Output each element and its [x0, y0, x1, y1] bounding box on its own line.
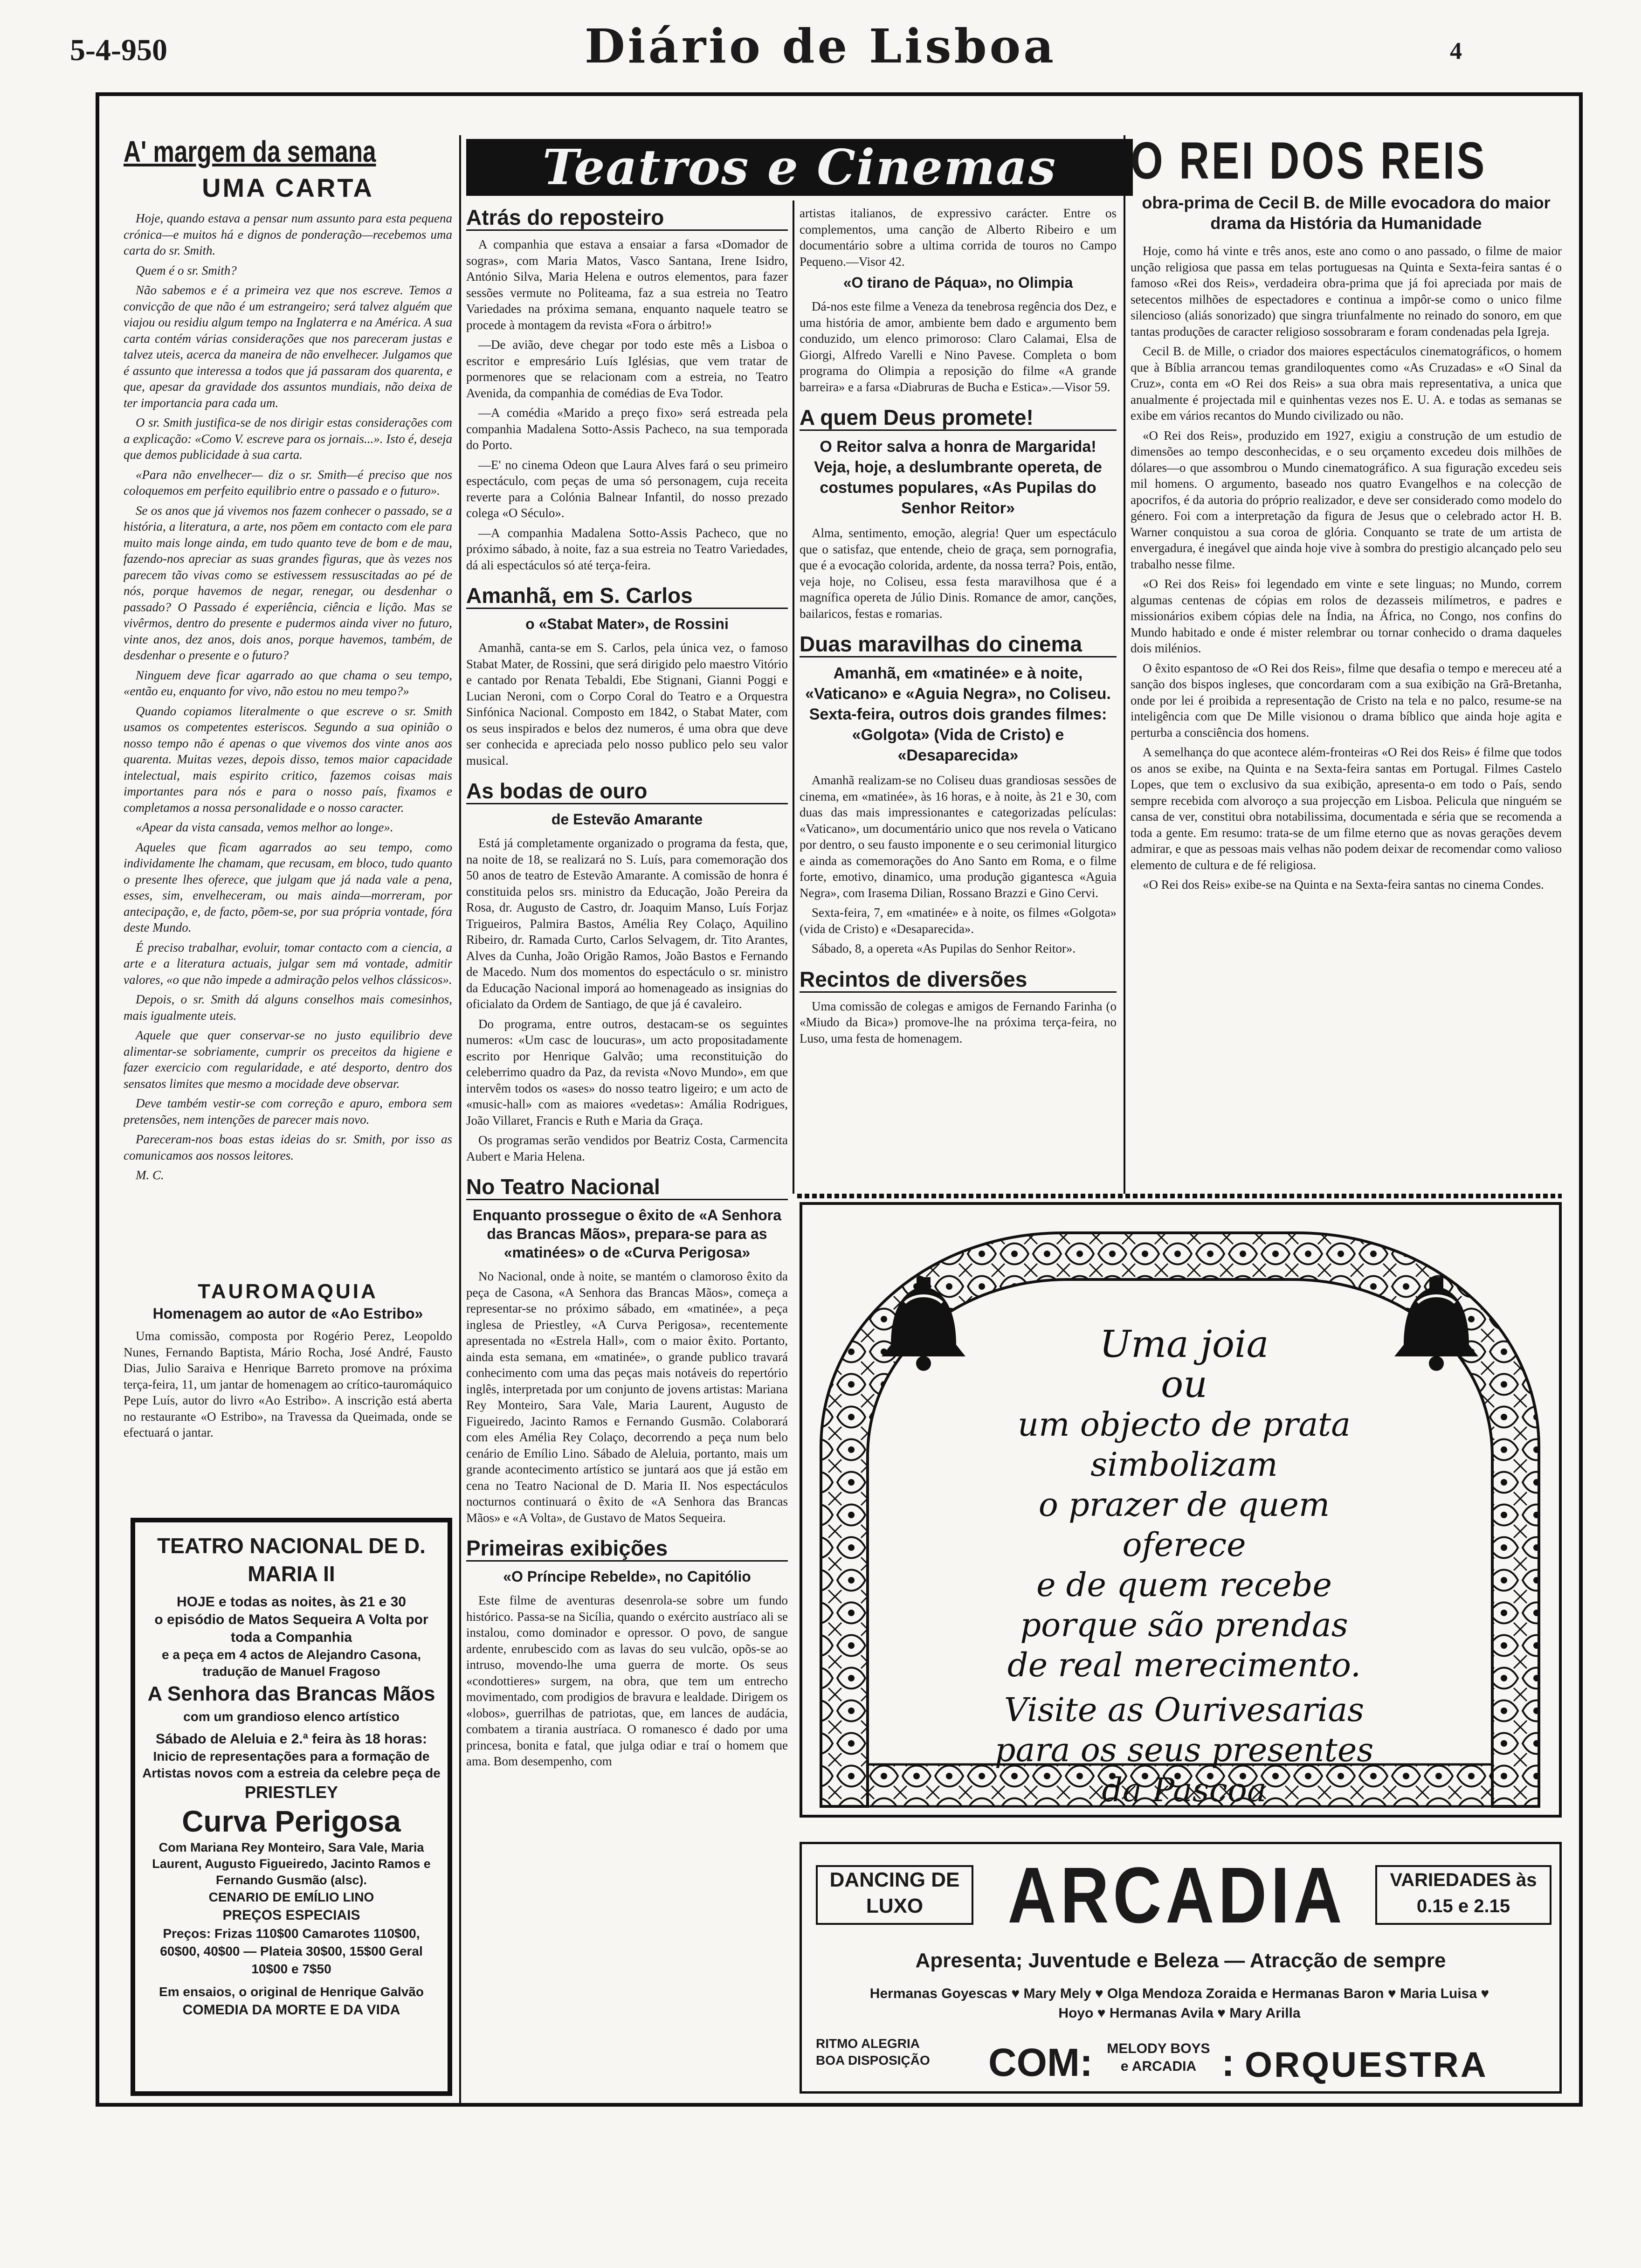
ad-line: para os seus presentes [994, 1731, 1374, 1769]
paragraph: Hoje, como há vinte e três anos, este ano como o ano passado, o filme de maior unção religiosa que passa em telas portuguesas na Quinta e Sexta-feira santas é o famoso «Rei dos Reis», verdadeira obra-prima que já foi apreciada por mais de setecentos milhões de espectadores e continua a impôr-se como o unico filme silencioso (aliás sonorizado) que singra triunfalmente no reinado do sonoro, em que tantas produções de caracter religioso sossobraram e foram condenadas pela Igreja. [1131, 244, 1562, 339]
arcadia-orchestra: ORQUESTRA [1245, 2045, 1488, 2085]
column-2 [466, 205, 788, 2098]
paragraph: Está já completamente organizado o programa da festa, que, na noite de 18, se realizará no S. Luís, para comemoração dos 50 anos de teatro de Estevão Amarante. A comissão de honra é constituida pelos srs. ministro da Educação, João Pereira da Rosa, dr. Augusto de Castro, dr. Joaquim Manso, Luís Forjaz Trigueiros, Palmira Bastos, Amélia Rey Colaço, Aquilino Ribeiro, dr. Ramada Curto, Carlos Selvagem, dr. Tito Arantes, Alves da Cunha, João Origão Ramos, João Bastos e Fernando de Macedo. Num dos momentos do espectáculo o sr. ministro da Educação Nacional imporá ao homenageado as insignias do oficialato da Ordem de Santiago, de que já é cavaleiro. [466, 836, 788, 1011]
arcadia-logo: ARCADIA [1007, 1851, 1346, 1940]
paragraph: «O Rei dos Reis» exibe-se na Quinta e na Sexta-feira santas no cinema Condes. [1143, 878, 1544, 892]
column-1 [124, 135, 452, 1273]
ad-line: HOJE e todas as noites, às 21 e 30 [177, 1594, 406, 1610]
column-rule [459, 135, 461, 2103]
ad-line: Sábado de Aleluia e 2.ª feira às 18 horas: [156, 1731, 427, 1747]
ad-line: Em ensaios, o original de Henrique Galvão [159, 1984, 424, 1999]
ad-line: e de quem recebe [1036, 1566, 1332, 1604]
article-subtitle: Enquanto prossegue o êxito de «A Senhora das Brancas Mãos», prepara-se para as «matinées» o de «Curva Perigosa» [472, 1207, 782, 1261]
theatre-advertisement [131, 1518, 452, 2096]
section-title: A' margem da semana [124, 135, 376, 168]
arcadia-rhythm: RITMO ALEGRIA BOA DISPOSIÇÃO [816, 2036, 930, 2067]
paragraph: Ninguem deve ficar agarrado ao que chama o seu tempo, «então eu, enquanto for vivo, não estou no meu tempo?» [124, 668, 452, 698]
dancing-box: DANCING DE LUXO [816, 1865, 973, 1925]
paragraph: —A comédia «Marido a preço fixo» será estreada pela companhia Madalena Sotto-Assis Pacheco, na sua temporada do Porto. [466, 406, 788, 452]
ad-play-title: A Senhora das Brancas Mãos [147, 1682, 435, 1705]
ad-line: um objecto de prata [1018, 1405, 1351, 1444]
paragraph: «Apear da vista cansada, vemos melhor ao longe». [136, 820, 393, 834]
article-title: Amanhã, em S. Carlos [466, 583, 788, 609]
ad-line: CENARIO DE EMÍLIO LINO [208, 1890, 374, 1904]
ad-line: de real merecimento. [1007, 1646, 1361, 1684]
article-subtitle: de Estevão Amarante [551, 811, 703, 828]
column-rule [1124, 135, 1125, 1194]
ad-line: PREÇOS ESPECIAIS [222, 1908, 360, 1923]
paragraph: Se os anos que já vivemos nos fazem conhecer o passado, se a história, a literatura, a arte, nos põem em contacto com ele para muito mais longe ainda, em tudo quanto teve de bom e de mau, fazendo-nos apreciar as suas grandes figuras, que às vezes nos parecem tão vivas como se estivessem ressuscitadas ao pé de nós, porque havemos de negar, renegar, ou desdenhar o passado? O Passado é experiência, ciência e lição. Mas se vivêrmos, dentro do presente e pudermos ainda viver no futuro, vinte anos, dez anos, dois anos, porque havemos, também, de desdenhar o presente e o futuro? [124, 503, 452, 662]
paragraph: O êxito espantoso de «O Rei dos Reis», filme que desafia o tempo e mereceu até a sanção dos bispos ingleses, que concordaram com a sua exibição na Grã-Bretanha, onde por lei é proibida a representação de Cristo na tela e no palco, resume-se na inteligência com que De Mille visionou o drama bíblico que ainda hoje agita e perturba a consciência dos homens. [1131, 661, 1562, 740]
article-title: Primeiras exibições [466, 1536, 788, 1562]
ad-line: Com Mariana Rey Monteiro, Sara Vale, Maria Laurent, Augusto Figueiredo, Jacinto Ramos e Fernando Gusmão (alsc). [152, 1840, 431, 1887]
paragraph: —E' no cinema Odeon que Laura Alves fará o seu primeiro espectáculo, com peças de uma só personagem, cuja receita reverte para a Colónia Balnear Infantil, do nosso prezado colega «O Século». [466, 457, 788, 520]
article-subtitle: «O tirano de Páqua», no Olimpia [843, 274, 1073, 291]
paragraph: A semelhança do que acontece além-fronteiras «O Rei dos Reis» é filme que todos os anos se exibe, na Quinta e na Sexta-feira santas em Portugal. Filmes Castelo Lopes, que tem o exclusivo da sua exibição, apresenta-o em todo o País, sendo sempre recebida com alvoroço a sua projecção em Lisboa. Pelicula que ninguém se cansa de ver, constitui obra notabilissima, documentada e séria que se recomenda a toda a gente. Em resumo: trata-se de um filme eterno que as novas gerações devem admirar, e que as pessoas mais velhas não podem deixar de recomendar como valioso elemento de cultura e de fé religiosa. [1131, 745, 1562, 872]
article-subtitle: o «Stabat Mater», de Rossini [525, 615, 729, 632]
paragraph: Dá-nos este filme a Veneza da tenebrosa regência dos Dez, e uma história de amor, ambiente bem dado e argumento bem conduzido, um elenco primoroso: Claro Calamai, Elsa de Giorgi, Alfredo Varelli e Nino Pavese. Completa o bom programa do Olimpia a reposição do filme «A grande barreira» e a farsa «Diabruras de Bucha e Estica».—Visor 59. [800, 299, 1117, 394]
column-4 [1131, 133, 1562, 1191]
paragraph: O sr. Smith justifica-se de nos dirigir estas considerações com a explicação: «Como V. escreve para os jornais...». Isto é, deseja que demos publicidade à sua carta. [124, 415, 452, 462]
ad-line: COMEDIA DA MORTE E DA VIDA [182, 2002, 400, 2018]
article-title: UMA CARTA [202, 173, 374, 202]
arcadia-com: COM: [988, 2040, 1093, 2084]
paragraph: Do programa, entre outros, destacam-se os seguintes numeros: «Um casc de loucuras», um acto propositadamente escrito por Henrique Galvão; uma reconstituição do celeberrimo quadro da Paz, da revista «Novo Mundo», em que intervêm todos os «ases» do nosso teatro ligeiro; e um acto de «music-hall» com as maiores «vedetas»: Amália Rodrigues, João Villaret, Francis e Ruth e Maria da Graça. [466, 1016, 788, 1127]
ad-line: Inicio de representações para a formação de Artistas novos com a estreia da celebre peça de [142, 1749, 441, 1780]
arcadia-tagline: Apresenta; Juventude e Beleza — Atracção de sempre [915, 1949, 1446, 1972]
paragraph: É preciso trabalhar, evoluir, tomar contacto com a ciencia, a arte e a literatura actuais, julgar sem má vontade, admitir valores, «o que não impede a admiração pelos velhos clássicos». [124, 940, 452, 987]
ad-line: e a peça em 4 actos de Alejandro Casona, tradução de Manuel Fragoso [161, 1647, 421, 1679]
paragraph: Sexta-feira, 7, em «matinée» e à noite, os filmes «Golgota» (vida de Cristo) e «Desaparecida». [800, 906, 1117, 936]
arcadia-artists: Hermanas Goyescas ♥ Mary Mely ♥ Olga Mendoza Zoraida e Hermanas Baron ♥ Maria Luisa ♥ Hoyo ♥ Hermanas Avila ♥ Mary Arilla [869, 1986, 1489, 2021]
ad-prices: Preços: Frizas 110$00 Camarotes 110$00, 60$00, 40$00 — Plateia 30$00, 15$00 Geral 10$00 e 7$50 [160, 1926, 423, 1976]
article-subtitle: Amanhã, em «matinée» e à noite, «Vaticano» e «Aguia Negra», no Coliseu. Sexta-feira, outros dois grandes filmes: «Golgota» (Vida de Cristo) e «Desaparecida» [805, 664, 1111, 764]
article-title: As bodas de ouro [466, 779, 788, 804]
signature: M. C. [136, 1168, 164, 1182]
ad-line: Visite as Ourivesarias [1004, 1691, 1365, 1729]
page-number: 4 [1450, 38, 1462, 64]
article-title: Recintos de diversões [800, 967, 1117, 993]
arcadia-bands: MELODY BOYS e ARCADIA [1107, 2041, 1210, 2074]
tauromaquia-article [124, 1280, 452, 1522]
article-title: O REI DOS REIS [1131, 133, 1487, 190]
ad-line: simbolizam [1090, 1445, 1278, 1484]
arcadia-colon: : [1221, 2040, 1234, 2084]
paragraph: Uma comissão de colegas e amigos de Fernando Farinha (o «Miudo da Bica») promove-lhe na próxima terça-feira, no Luso, uma festa de homenagem. [800, 999, 1117, 1045]
article-subtitle: obra-prima de Cecil B. de Mille evocadora do maior drama da História da Humanidade [1142, 193, 1551, 233]
paragraph: Aquele que quer conservar-se no justo equilibrio deve alimentar-se sobriamente, cumprir os preceitos da higiene e fazer exercicio com regularidade, e até desporto, dentro dos sensatos limites que mesmo a mocidade deve observar. [124, 1028, 452, 1091]
paragraph: Deve também vestir-se com correção e apuro, embora sem pretensões, nem intenções de parecer mais novo. [124, 1096, 452, 1127]
newspaper-title: Diário de Lisboa [584, 19, 1057, 74]
ad-line: Uma joia [1099, 1322, 1269, 1366]
article-subtitle: O Reitor salva a honra de Margarida! Veja, hoje, a deslumbrante opereta, de costumes populares, «As Pupilas do Senhor Reitor» [814, 438, 1102, 517]
paragraph: «O Rei dos Reis» foi legendado em vinte e sete linguas; no Mundo, correm algumas centenas de cópias em rolos de dezasseis milímetros, e padres e missionários exibem cópias dele na Índia, na África, no Congo, nos confins do Mundo habitado e onde é mister relembrar ou tornar conhecido o drama daqueles dois milénios. [1131, 577, 1562, 655]
jewelry-ad-text [993, 1324, 1375, 1810]
paragraph: Amanhã realizam-se no Coliseu duas grandiosas sessões de cinema, em «matinée», às 16 horas, e à noite, às 21 e 30, com duas das mais impressionantes e categorizadas películas: «Vaticano», um documentário unico que nos revela o Vaticano por dentro, o seu fausto imponente e o seu cerimonial liturgico e ainda as comemorações do Ano Santo em Roma, e o filme forte, emotivo, dinamico, uma produção gigantesca «Aguia Negra», com Irasema Dilian, Rossano Brazzi e Gino Cervi. [800, 773, 1117, 900]
issue-date: 5-4-950 [70, 33, 167, 67]
ad-line: porque são prendas [1020, 1606, 1348, 1644]
article-title: No Teatro Nacional [466, 1175, 788, 1200]
paragraph: Aqueles que ficam agarrados ao seu tempo, como individamente lhe chamam, que recusam, em bloco, tudo quanto o presente lhes oferece, que julgam que já nada vale a pena, esses, sim, envelheceram, ou mais ainda—morreram, por antecipação, e, de facto, põem-se, por sua própria vontade, fóra deste Mundo. [124, 840, 452, 934]
paragraph: Hoje, quando estava a pensar num assunto para esta pequena crónica—e muitos há e dignos de ponderação—recebemos uma carta do sr. Smith. [124, 211, 452, 257]
article-title: Duas maravilhas do cinema [800, 632, 1117, 657]
paragraph: Os programas serão vendidos por Beatriz Costa, Carmencita Aubert e Maria Helena. [466, 1133, 788, 1163]
column-rule [793, 201, 794, 1194]
paragraph: «O Rei dos Reis», produzido em 1927, exigiu a construção de um estudio de dimensões ao tempo desconhecidas, e o seu orçamento excedeu dois milhões de dólares—o que assombrou o Mundo cinematográfico. A sua figuração excedeu seis mil homens. O argumento, baseado nos quatro Evangelhos e na colecção de apocrifos, é da autoria do próprio realizador, e deve ser considerado como modelo do género. Foi com a interpretação da figura de Jesus que o celebrado actor H. B. Warner conquistou a sua coroa de glória. Conquanto se trate de um artista de envergadura, é inegável que ainda hoje vive à sombra do prestigio alcançado pelo seu trabalho nesse filme. [1131, 428, 1562, 571]
paragraph: Não sabemos e é a primeira vez que nos escreve. Temos a convicção de que não é um estrangeiro; será talvez alguém que viajou ou residiu algum tempo na Inglaterra e na América. A sua carta contém várias considerações que nos pareceram justas e talvez uteis, acerca da maneira de não envelhecer. Julgamos que é assunto que interessa a todos que já passaram dos quarenta, e que, apesar da gravidade dos assuntos mundiais, não deixa de ter importancia para cada um. [124, 283, 452, 410]
ad-line: o episódio de Matos Sequeira A Volta por toda a Companhia [154, 1612, 428, 1645]
variedades-box: VARIEDADES às 0.15 e 2.15 [1375, 1865, 1551, 1925]
ad-line: o prazer de quem oferece [1038, 1486, 1330, 1564]
article-title: Atrás do reposteiro [466, 205, 788, 231]
ad-play-title: Curva Perigosa [182, 1805, 401, 1838]
paragraph: Quem é o sr. Smith? [136, 263, 237, 277]
column-3 [800, 205, 1117, 1184]
paragraph: No Nacional, onde à noite, se mantém o clamoroso êxito da peça de Casona, «A Senhora das Brancas Mãos», começa a representar-se no próximo sábado, em «matinée», a peça inglesa de Priestley, «A Curva Perigosa», recentemente apresentada no «Estrela Hall», com o maior êxito. Portanto, ainda esta semana, em «matinée», o grande publico travará conhecimento com uma das peças mais notáveis do repertório inglês, interpretada por um conjunto de jovens artistas: Mariana Rey Monteiro, Sara Vale, Maria Laurent, Augusto de Figueiredo, Jacinto Ramos e Fernando Gusmão. Colaborará com eles Amélia Rey Colaço, decorrendo a peça num belo cenário de Emílio Lino. Sábado de Aleluia, portanto, mais um grande acontecimento artístico se juntará aos que já estão em cena no Teatro Nacional de D. Maria II. Nos espectáculos nocturnos continuará o êxito de «A Senhora das Brancas Mãos» e «A Volta», de Gustavo de Matos Sequeira. [466, 1269, 788, 1525]
ad-line: com um grandioso elenco artístico [183, 1709, 400, 1724]
paragraph: —De avião, deve chegar por todo este mês a Lisboa o escritor e empresário Luís Iglésias, que vem tratar de pormenores que se relacionam com a estreia, no Teatro Avenida, da companhia de comédias de Eva Todor. [466, 338, 788, 400]
paragraph: Pareceram-nos boas estas ideias do sr. Smith, por isso as comunicamos aos nossos leitores. [124, 1132, 452, 1162]
paragraph: —A companhia Madalena Sotto-Assis Pacheco, que no próximo sábado, à noite, faz a sua estreia no Teatro Variedades, dá ali espectáculos só até terça-feira. [466, 526, 788, 572]
article-subtitle: Homenagem ao autor de «Ao Estribo» [152, 1305, 423, 1322]
article-title: TAUROMAQUIA [198, 1280, 378, 1303]
ad-line: ou [1161, 1362, 1207, 1406]
article-subtitle: «O Príncipe Rebelde», no Capitólio [503, 1568, 751, 1585]
paragraph: Quando copiamos literalmente o que escreve o sr. Smith usamos os competentes esteriscos. Segundo a sua opinião o nosso tempo não é apenas o que vivemos dos vinte anos aos quarenta. Muitas vezes, depois disso, temos maior capacidade intelectual, mais espirito critico, fazemos coisas mais importantes para nós e para o nosso país, fixamos e completamos a nossa personalidade e o nosso caracter. [124, 704, 452, 815]
paragraph: Uma comissão, composta por Rogério Perez, Leopoldo Nunes, Fernando Baptista, Mário Rocha, José André, Fausto Dias, Julio Saraiva e Henrique Barreto promove na próxima terça-feira, 11, um jantar de homenagem ao crítico-tauromáquico Pepe Luís, autor do livro «Ao Estribo». A inscrição está aberta no restaurante «O Estribo», na Travessa da Queimada, onde se efectuará o jantar. [124, 1329, 452, 1439]
paragraph: Depois, o sr. Smith dá alguns conselhos mais comesinhos, mais igualmente uteis. [124, 992, 452, 1023]
ad-line: da Pascoa [1102, 1771, 1267, 1809]
arcadia-advertisement [800, 1842, 1562, 2094]
paragraph: Alma, sentimento, emoção, alegria! Quer um espectáculo que o satisfaz, que entende, cheio de graça, sem pornografia, que é a evocação colorida, ardente, da nossa terra? Pois, então, veja hoje, no Coliseu, essa festa maravilhosa que é a magnífica opereta de Júlio Dinis. Romance de amor, canções, bailaricos, festas e romarias. [800, 526, 1117, 621]
ad-author: PRIESTLEY [244, 1783, 338, 1802]
paragraph: A companhia que estava a ensaiar a farsa «Domador de sogras», com Maria Matos, Vasco Santana, Irene Isidro, António Silva, Maria Helena e outros elementos, para fazer sessões vermute no Politeama, faz a sua estreia no Teatro Variedades na próxima semana, enquanto naquele teatro se procede à montagem da revista «Fora o árbitro!» [466, 237, 788, 332]
paragraph: Amanhã, canta-se em S. Carlos, pela única vez, o famoso Stabat Mater, de Rossini, que será dirigido pelo maestro Vitório e cantado por Renata Tebaldi, Ebe Stignani, Gianni Poggi e Lucian Neroni, com o Corpo Coral do Teatro e a Orquestra Sinfónica Nacional. Composto em 1842, o Stabat Mater, com os seus inspirados e belos dez numeros, é uma obra que deve ser conhecida e apreciada pelo nosso publico pelo seu valor musical. [466, 641, 788, 768]
paragraph: «Para não envelhecer— diz o sr. Smith—é preciso que nos coloquemos em perfeito equilibrio entre o passado e o futuro». [124, 467, 452, 498]
masthead [0, 0, 1641, 89]
section-divider [797, 1194, 1562, 1198]
section-banner: Teatros e Cinemas [466, 139, 1133, 196]
article-title: A quem Deus promete! [800, 405, 1117, 431]
letter-body [124, 210, 452, 1183]
paragraph: Este filme de aventuras desenrola-se sobre um fundo histórico. Passa-se na Sicília, quando o exército austríaco ali se instalou, como dominador e opressor. O povo, de sangue ardente, enrubescido com as lavas do seu vulcão, opõs-se ao intruso, movendo-lhe uma guerra de morte. Os seus «condottieres» surgem, na obra, que tem um entrecho movimentado, com prodigios de bravura e lealdade. Dirigem os «lobos», guerrilhas de patriotas, que, em lances de audácia, combatem a tirania austríaca. O romanesco é dado por uma princesa, bonita e fatal, que julga odiar e traí o homem que ama. Bom desempenho, com [466, 1593, 788, 1768]
paragraph: Cecil B. de Mille, o criador dos maiores espectáculos cinematográficos, o homem que à Bíblia arrancou temas grandiloquentes como «As Cruzadas» e «O Sinal da Cruz», conta em «O Rei dos Reis» a sua obra mais representativa, a unica que anualmente é projectada mil e quinhentas vezes nos E. U. A. e todas as semanas se exibe em vários recantos do Mundo civilizado ou não. [1131, 344, 1562, 422]
paragraph: Sábado, 8, a opereta «As Pupilas do Senhor Reitor». [812, 941, 1076, 955]
ad-theatre-name: TEATRO NACIONAL DE D. MARIA II [157, 1534, 426, 1586]
paragraph: artistas italianos, de expressivo carácter. Entre os complementos, uma canção de Alberto Ribeiro e um documentário sobre a ultima corrida de touros no Campo Pequeno.—Visor 42. [800, 206, 1117, 269]
